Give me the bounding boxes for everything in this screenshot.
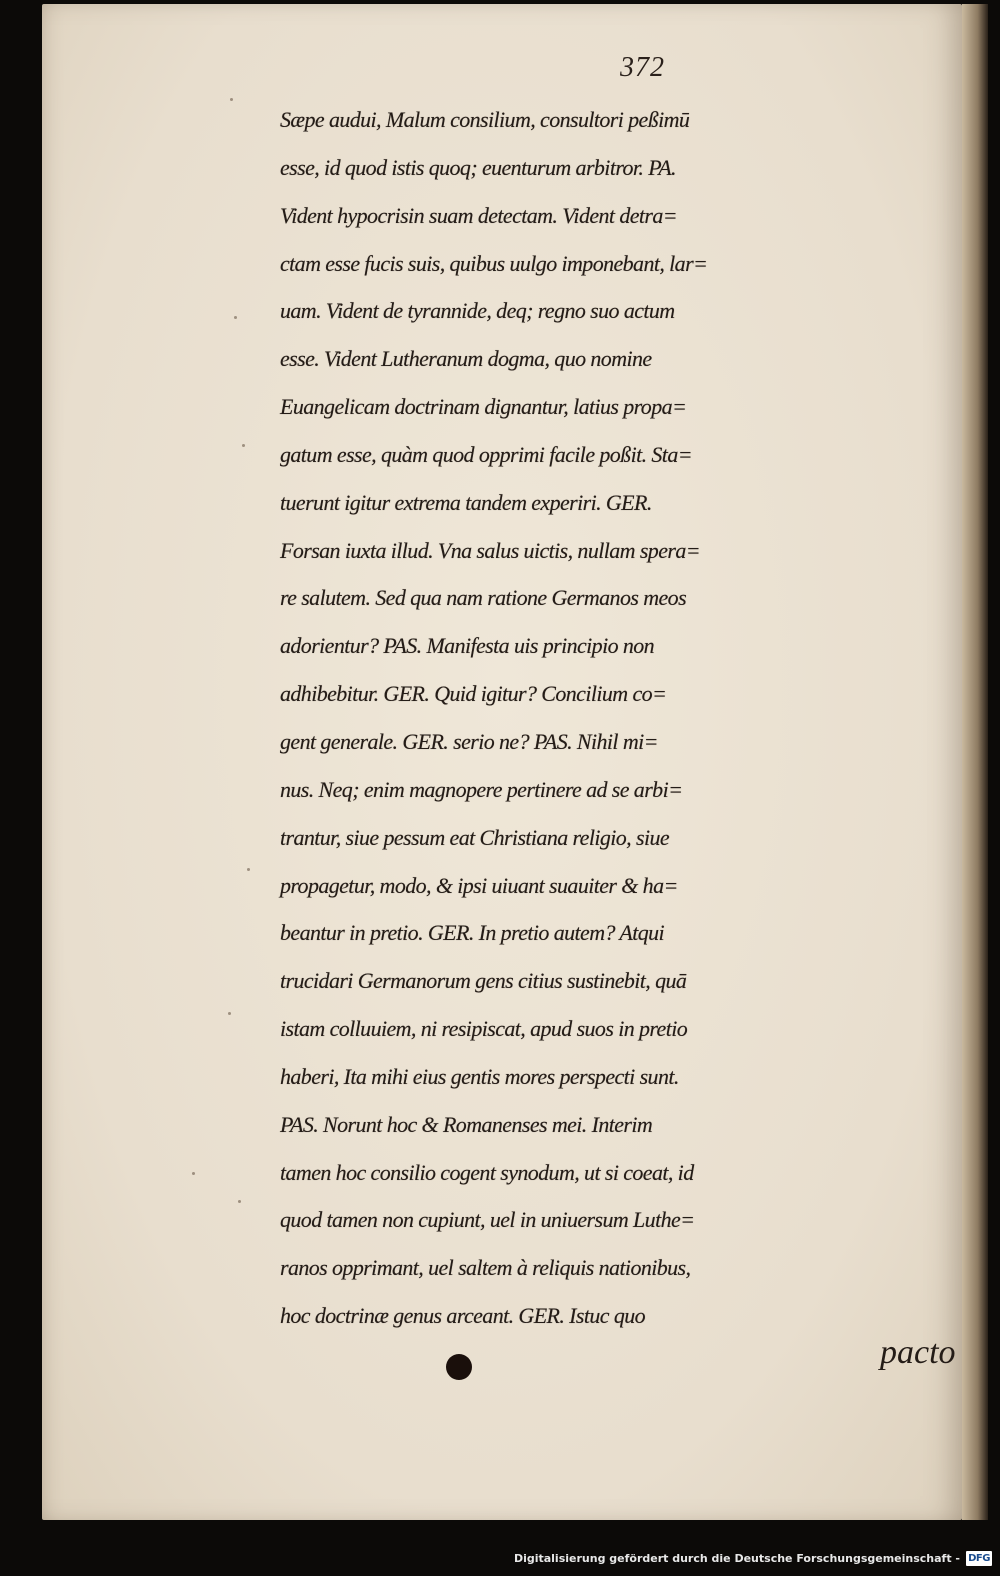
footer-credit: Digitalisierung gefördert durch die Deutsche Forschungsgemeinschaft - <box>513 1552 960 1565</box>
text-line: ranos opprimant, uel saltem à reliquis nationibus, <box>280 1255 691 1281</box>
text-line: adhibebitur. GER. Quid igitur? Concilium co= <box>280 681 667 707</box>
paper-speck <box>238 1200 241 1203</box>
text-line: hoc doctrinæ genus arceant. GER. Istuc quo <box>280 1303 646 1329</box>
page-edge <box>962 4 988 1520</box>
text-line: Sæpe audui, Malum consilium, consultori peßimū <box>280 107 690 132</box>
text-line: adorientur? PAS. Manifesta uis principio non <box>280 633 655 659</box>
text-line: trucidari Germanorum gens citius sustinebit, quā <box>280 968 687 994</box>
text-line: gatum esse, quàm quod opprimi facile poßit. Sta= <box>280 441 692 467</box>
text-line: Vident hypocrisin suam detectam. Vident detra= <box>280 202 678 228</box>
book-page <box>42 4 962 1520</box>
paper-speck <box>247 868 250 871</box>
text-line: propagetur, modo, & ipsi uiuant suauiter & ha= <box>280 872 678 898</box>
text-line: istam colluuiem, ni resipiscat, apud suos in pretio <box>280 1016 688 1042</box>
text-line: quod tamen non cupiunt, uel in uniuersum Luthe= <box>280 1207 695 1233</box>
text-line: tuerunt igitur extrema tandem experiri. GER. <box>280 489 652 515</box>
text-line: nus. Neq; enim magnopere pertinere ad se arbi= <box>280 776 683 802</box>
text-line: beantur in pretio. GER. In pretio autem? Atqui <box>280 920 665 946</box>
text-line: Forsan iuxta illud. Vna salus uictis, nullam spera= <box>280 537 700 563</box>
page-text <box>280 96 962 1340</box>
text-line: Euangelicam doctrinam dignantur, latius propa= <box>280 394 687 420</box>
dfg-logo: DFG <box>966 1551 992 1566</box>
text-line: haberi, Ita mihi eius gentis mores perspecti sunt. <box>280 1063 679 1089</box>
paper-speck <box>192 1172 195 1175</box>
text-line: PAS. Norunt hoc & Romanenses mei. Interim <box>280 1111 653 1137</box>
paper-speck <box>242 444 245 447</box>
text-line: ctam esse fucis suis, quibus uulgo imponebant, lar= <box>280 250 708 276</box>
paper-speck <box>234 316 237 319</box>
text-line: uam. Vident de tyrannide, deq; regno suo actum <box>280 298 675 324</box>
paper-speck <box>228 1012 231 1015</box>
text-line: trantur, siue pessum eat Christiana religio, siue <box>280 824 670 850</box>
ink-blot <box>446 1354 472 1380</box>
text-line: esse. Vident Lutheranum dogma, quo nomine <box>280 346 652 372</box>
paper-speck <box>230 98 233 101</box>
page-number: 372 <box>620 52 665 83</box>
text-line: tamen hoc consilio cogent synodum, ut si coeat, id <box>280 1159 694 1185</box>
text-line: re salutem. Sed qua nam ratione Germanos meos <box>280 585 687 611</box>
text-line: esse, id quod istis quoq; euenturum arbitror. PA. <box>280 154 676 180</box>
text-line: gent generale. GER. serio ne? PAS. Nihil mi= <box>280 728 658 754</box>
catchword: pacto <box>880 1334 956 1371</box>
